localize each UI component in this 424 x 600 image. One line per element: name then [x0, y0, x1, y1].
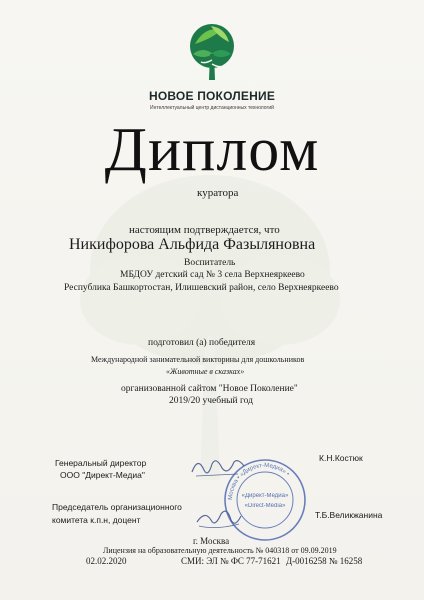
quiz-description: Международной занимательной викторины для дошкольников [91, 355, 305, 364]
recipient-name: Никифорова Альфида Фазыляновна [69, 236, 316, 253]
stamp-center-line-1: «Директ-Медиа» [241, 493, 289, 499]
media-registration: СМИ: ЭЛ № ФС 77-71621 [181, 556, 281, 566]
confirmation-text: настоящим подтверждается, что [129, 224, 280, 236]
quiz-name: «Животные в сказках» [166, 367, 245, 376]
director-name: К.Н.Костюк [319, 453, 363, 463]
certificate-title: Диплом [104, 116, 320, 184]
chair-title-line-1: Председатель организационного [52, 502, 182, 512]
certificate-subtitle: куратора [197, 187, 239, 199]
document-number: Д-0016258 № 16258 [286, 556, 363, 566]
director-title-line-2: ООО "Директ-Медиа" [60, 470, 145, 480]
new-generation-logo [185, 20, 239, 90]
chair-name: Т.Б.Великжанина [315, 510, 383, 520]
company-stamp [222, 457, 308, 543]
tree-watermark [60, 150, 360, 480]
stamp-outer-text: Москва • «Директ-Медиа» • [227, 462, 291, 501]
prepared-winner-text: подготовил (а) победителя [148, 338, 256, 348]
chair-title-line-2: комитета к.п.н, доцент [52, 515, 141, 525]
recipient-position: Воспитатель [184, 258, 236, 268]
city: г. Москва [193, 536, 230, 546]
brand-name: НОВОЕ ПОКОЛЕНИЕ [148, 89, 276, 103]
brand-tagline: Интеллектуальный центр дистанционных технологий [150, 105, 274, 111]
academic-year: 2019/20 учебный год [169, 396, 253, 406]
issue-date: 02.02.2020 [86, 556, 127, 566]
recipient-region: Республика Башкортостан, Илишевский район, село Верхнеяркеево [64, 283, 339, 293]
organizer-text: организованной сайтом "Новое Поколение" [121, 384, 298, 394]
recipient-school: МБДОУ детский сад № 3 села Верхнеяркеево [120, 270, 305, 280]
license-text: Лицензия на образовательную деятельность № 040318 от 09.09.2019 [103, 546, 337, 555]
director-title-line-1: Генеральный директор [55, 458, 147, 468]
stamp-center-line-2: «Direct-Media» [244, 503, 286, 509]
